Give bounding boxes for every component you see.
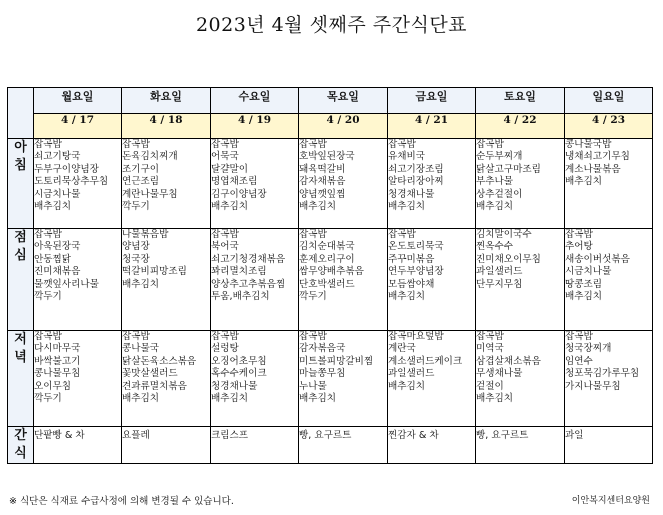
menu-item: 부추나물 (476, 176, 514, 188)
date-cell: 4 / 23 (565, 114, 653, 139)
menu-item: 쇠고기청경채볶음 (211, 253, 286, 265)
menu-item: 임연수 (565, 355, 593, 367)
menu-item: 잡곡밥 (299, 331, 327, 342)
snack-cell: 요플레 (122, 427, 211, 464)
dinner-menu-cell (34, 331, 122, 427)
menu-item: 청포묵김가루무침 (565, 368, 640, 380)
menu-item: 콩나물국밥 (565, 139, 612, 150)
menu-item: 주꾸미볶음 (388, 253, 435, 265)
menu-item: 미역국 (476, 343, 504, 355)
menu-item: 양념장 (122, 241, 150, 253)
menu-item: 감자볶음국 (299, 343, 346, 355)
menu-item: 배추김치 (299, 393, 337, 405)
menu-item: 마늘쫑무침 (299, 368, 346, 380)
menu-item: 냉채쇠고기무침 (565, 151, 630, 163)
menu-item: 배추김치 (34, 201, 72, 213)
lunch-menu-cell (299, 229, 388, 331)
menu-item: 배추김치 (565, 176, 603, 188)
menu-item: 청국장 (122, 253, 150, 265)
menu-item: 온도토리묵국 (388, 241, 444, 253)
snack-cell: 빵, 요구르트 (299, 427, 388, 464)
snack-cell: 빵, 요구르트 (476, 427, 565, 464)
menu-item: 호박잎된장국 (299, 151, 355, 163)
menu-item: 도토리묵상추무침 (34, 176, 109, 188)
menu-item: 추어탕 (565, 241, 593, 253)
menu-item: 배추김치 (388, 291, 426, 303)
menu-item: 꽈리멸치조림 (211, 266, 267, 278)
day-header-row (8, 88, 653, 114)
menu-item: 잡곡밥 (211, 139, 239, 150)
meal-label-char: 아 (14, 140, 27, 155)
menu-item: 닭살돈육소스볶음 (122, 355, 197, 367)
menu-item: 상추겉절이 (476, 188, 523, 200)
menu-item: 잡곡밥 (211, 229, 239, 240)
breakfast-menu-cell (299, 139, 388, 229)
snack-row (8, 427, 653, 464)
breakfast-menu-cell (122, 139, 211, 229)
menu-item: 오이무침 (34, 380, 72, 392)
menu-item: 배추김치 (476, 201, 514, 213)
menu-item: 나물볶음밥 (122, 229, 169, 240)
dinner-menu-cell (388, 331, 476, 427)
menu-item: 꽃맛살샐러드 (122, 368, 178, 380)
meal-label-char: 점 (14, 230, 27, 245)
menu-item: 설렁탕 (211, 343, 239, 355)
menu-item: 땅콩조림 (565, 278, 603, 290)
date-cell: 4 / 20 (299, 114, 388, 139)
menu-item: 배추김치 (211, 393, 249, 405)
dinner-menu-cell (476, 331, 565, 427)
menu-item: 유채비국 (388, 151, 426, 163)
date-cell: 4 / 21 (388, 114, 476, 139)
menu-item: 계소샐러드케이크 (388, 355, 463, 367)
snack-cell: 크림스프 (211, 427, 299, 464)
menu-item: 오징어초무침 (211, 355, 267, 367)
menu-item: 김치순대볶국 (299, 241, 355, 253)
dinner-menu-cell (565, 331, 653, 427)
day-header: 금요일 (388, 88, 476, 114)
menu-item: 떡갈비피망조림 (122, 266, 187, 278)
day-header: 일요일 (565, 88, 653, 114)
lunch-menu-cell (565, 229, 653, 331)
date-cell: 4 / 22 (476, 114, 565, 139)
breakfast-menu-cell (388, 139, 476, 229)
menu-item: 어묵국 (211, 151, 239, 163)
menu-item: 아욱된장국 (34, 241, 81, 253)
meal-label-breakfast (8, 139, 34, 229)
menu-item: 김구이양념장 (211, 188, 267, 200)
date-row (8, 114, 653, 139)
date-cell: 4 / 19 (211, 114, 299, 139)
meal-label-char: 저 (14, 332, 27, 347)
menu-item: 잡곡밥 (122, 139, 150, 150)
menu-item: 닭살고구마조림 (476, 163, 541, 175)
menu-item: 배추김치 (388, 201, 426, 213)
change-notice: ※ 식단은 식재료 수급사정에 의해 변경될 수 있습니다. (9, 496, 234, 507)
menu-item: 잡곡밥 (34, 331, 62, 342)
menu-item: 명엽채조림 (211, 176, 258, 188)
dinner-menu-cell (122, 331, 211, 427)
menu-item: 두부구이양념장 (34, 163, 99, 175)
snack-cell: 단팥빵 & 차 (34, 427, 122, 464)
lunch-menu-cell (122, 229, 211, 331)
dinner-menu-cell (211, 331, 299, 427)
menu-item: 안동찜닭 (34, 253, 72, 265)
menu-item: 무생채나물 (476, 368, 523, 380)
menu-item: 잡곡밥 (388, 229, 416, 240)
meal-label-dinner (8, 331, 34, 427)
menu-item: 청국장찌개 (565, 343, 612, 355)
menu-item: 잡곡밥 (34, 139, 62, 150)
menu-item: 알타리장아찌 (388, 176, 444, 188)
menu-item: 과일샐러드 (388, 368, 435, 380)
menu-item: 순두부찌개 (476, 151, 523, 163)
menu-item: 잡곡마요덮밥 (388, 331, 444, 342)
menu-item: 견과류멸치볶음 (122, 380, 187, 392)
menu-item: 잡곡밥 (122, 331, 150, 342)
menu-item: 깍두기 (34, 393, 62, 405)
snack-cell: 찐감자 & 차 (388, 427, 476, 464)
menu-item: 찐옥수수 (476, 241, 514, 253)
menu-item: 물깻잎사리나물 (34, 278, 99, 290)
menu-item: 콩나물무침 (34, 368, 81, 380)
breakfast-menu-cell (476, 139, 565, 229)
breakfast-menu-cell (34, 139, 122, 229)
menu-item: 시금치나물 (34, 188, 81, 200)
meal-label-char: 식 (14, 446, 27, 461)
menu-item: 배추김치 (211, 201, 249, 213)
menu-item: 삼겹살채소볶음 (476, 355, 541, 367)
menu-item: 쌈무양배추볶음 (299, 266, 364, 278)
menu-item: 진미채오이무침 (476, 253, 541, 265)
menu-item: 모듬쌈야채 (388, 278, 435, 290)
menu-item: 훈제오리구이 (299, 253, 355, 265)
menu-item: 계란국 (388, 343, 416, 355)
menu-item: 연두부양념장 (388, 266, 444, 278)
menu-item: 연근조림 (122, 176, 160, 188)
menu-item: 배추김치 (388, 380, 426, 392)
menu-item: 새송이버섯볶음 (565, 253, 630, 265)
menu-item: 다시마무국 (34, 343, 81, 355)
menu-item: 쇠고기탕국 (34, 151, 81, 163)
menu-item: 진미채볶음 (34, 266, 81, 278)
menu-item: 깍두기 (299, 291, 327, 303)
menu-item: 누나물 (299, 380, 327, 392)
dinner-menu-cell (299, 331, 388, 427)
day-header: 목요일 (299, 88, 388, 114)
menu-item: 투움,배추김치 (211, 291, 270, 303)
menu-item: 콩나물국 (122, 343, 160, 355)
lunch-row (8, 229, 653, 331)
menu-item: 미트볼피망갈비찜 (299, 355, 374, 367)
menu-item: 배추김치 (122, 278, 160, 290)
menu-item: 겉절이 (476, 380, 504, 392)
corner-cell (8, 88, 34, 139)
day-header: 화요일 (122, 88, 211, 114)
date-cell: 4 / 17 (34, 114, 122, 139)
menu-item: 배추김치 (476, 393, 514, 405)
menu-item: 깍두기 (34, 291, 62, 303)
day-header: 월요일 (34, 88, 122, 114)
menu-item: 과일샐러드 (476, 266, 523, 278)
meal-label-snack (8, 427, 34, 464)
menu-item: 잡곡밥 (299, 139, 327, 150)
lunch-menu-cell (388, 229, 476, 331)
menu-item: 잡곡밥 (476, 331, 504, 342)
meal-label-char: 녁 (14, 350, 27, 365)
menu-item: 김치말이국수 (476, 229, 532, 240)
menu-item: 잡곡밥 (565, 331, 593, 342)
dinner-row (8, 331, 653, 427)
menu-item: 혹수수케이크 (211, 368, 267, 380)
menu-item: 돼육떡갈비 (299, 163, 346, 175)
menu-item: 배추김치 (122, 393, 160, 405)
meal-label-lunch (8, 229, 34, 331)
menu-item: 계란나물무침 (122, 188, 178, 200)
menu-item: 배추김치 (565, 291, 603, 303)
menu-item: 깍두기 (122, 201, 150, 213)
menu-item: 달걀말이 (211, 163, 249, 175)
snack-cell: 과일 (565, 427, 653, 464)
meal-label-char: 간 (14, 428, 27, 443)
menu-item: 배추김치 (299, 201, 337, 213)
menu-item: 북어국 (211, 241, 239, 253)
organization-name: 이안복지센터요양원 (571, 496, 650, 506)
menu-item: 잡곡밥 (565, 229, 593, 240)
menu-item: 잡곡밥 (476, 139, 504, 150)
day-header: 토요일 (476, 88, 565, 114)
weekly-menu-table (7, 87, 653, 464)
menu-item: 계소나물볶음 (565, 163, 621, 175)
menu-item: 시금치나물 (565, 266, 612, 278)
menu-item: 가지나물무침 (565, 380, 621, 392)
menu-item: 단무지무침 (476, 278, 523, 290)
menu-item: 잡곡밥 (388, 139, 416, 150)
menu-item: 양념깻잎찜 (299, 188, 346, 200)
meal-label-char: 침 (14, 158, 27, 173)
menu-item: 돈육김치찌개 (122, 151, 178, 163)
menu-item: 잡곡밥 (211, 331, 239, 342)
page-title: 2023년 4월 셋째주 주간식단표 (195, 14, 468, 36)
meal-label-char: 심 (14, 248, 27, 263)
menu-item: 감자채볶음 (299, 176, 346, 188)
menu-item: 청경채나물 (388, 188, 435, 200)
lunch-menu-cell (476, 229, 565, 331)
breakfast-row (8, 139, 653, 229)
menu-item: 청경채나물 (211, 380, 258, 392)
menu-item: 단호박샐러드 (299, 278, 355, 290)
menu-item: 잡곡밥 (299, 229, 327, 240)
menu-item: 잡곡밥 (34, 229, 62, 240)
lunch-menu-cell (211, 229, 299, 331)
menu-item: 쇠고기장조림 (388, 163, 444, 175)
date-cell: 4 / 18 (122, 114, 211, 139)
menu-item: 양상추고추볶음찜 (211, 278, 286, 290)
menu-item: 바싹불고기 (34, 355, 81, 367)
day-header: 수요일 (211, 88, 299, 114)
breakfast-menu-cell (565, 139, 653, 229)
menu-item: 조기구이 (122, 163, 160, 175)
breakfast-menu-cell (211, 139, 299, 229)
lunch-menu-cell (34, 229, 122, 331)
